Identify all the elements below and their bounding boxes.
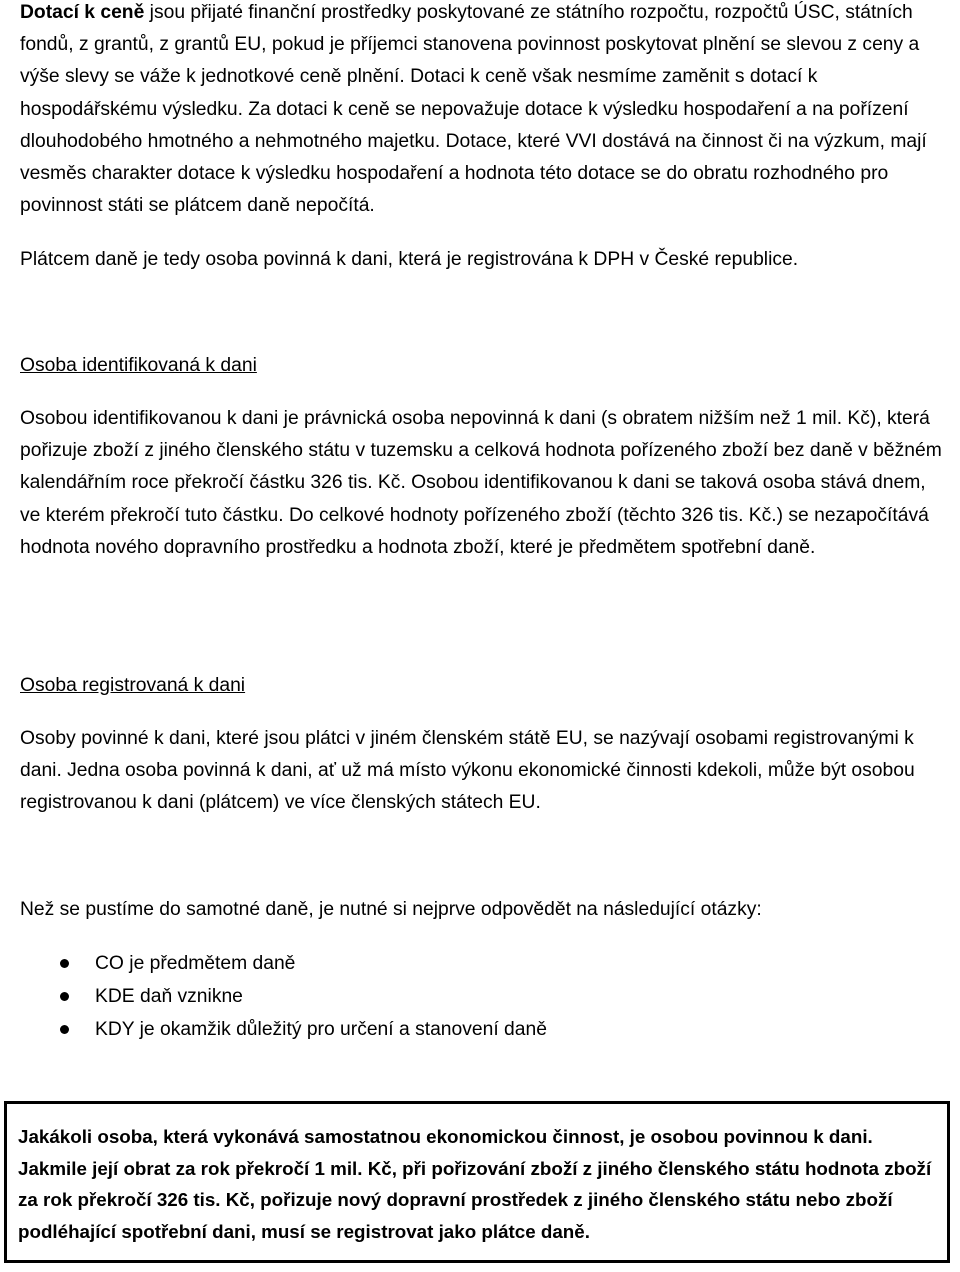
list-item-text: KDY je okamžik důležitý pro určení a stanovení daně (95, 1019, 547, 1040)
list-item (20, 980, 547, 1013)
identified-paragraph: Osobou identifikovanou k dani je právnická osoba nepovinná k dani (s obratem nižším než 1 mil. Kč), která pořizuje zboží z jiného členského státu v tuzemsku a celková hodnota pořízeného zboží bez daně v běžném kalendářním roce překročí částku 326 tis. Kč. Osobou identifikovanou k dani se taková osoba stává dnem, ve kterém překročí tuto částku. Do celkové hodnoty pořízeného zboží (těchto 326 tis. Kč.) se nezapočítává hodnota nového dopravního prostředku a hodnota zboží, které je předmětem spotřební daně. (20, 408, 942, 558)
section-heading-registered: Osoba registrovaná k dani (20, 675, 246, 696)
registered-paragraph: Osoby povinné k dani, které jsou plátci v jiném členském státě EU, se nazývají osobami registrovanými k dani. Jedna osoba povinná k dani, ať už má místo výkonu ekonomické činnosti kdekoli, může být osobou registrovanou k dani (plátcem) ve více členských státech EU. (20, 728, 915, 814)
intro-paragraph (20, 0, 950, 222)
questions-intro: Než se pustíme do samotné daně, je nutné si nejprve odpovědět na následující otázky: (20, 899, 762, 920)
intro-bold-term: Dotací k ceně (20, 2, 145, 23)
section-heading-identified: Osoba identifikovaná k dani (20, 355, 257, 376)
summary-box-text: Jakákoli osoba, která vykonává samostatnou ekonomickou činnost, je osobou povinnou k dani. Jakmile její obrat za rok překročí 1 mil. Kč, při pořizování zboží z jiného členského státu hodnota zboží za rok překročí 326 tis. Kč, pořizuje nový dopravní prostředek z jiného členského státu nebo zboží podléhající spotřební dani, musí se registrovat jako plátce daně. (18, 1126, 932, 1242)
list-item (20, 1013, 547, 1046)
list-item-text: CO je předmětem daně (95, 953, 296, 974)
bullet-icon (60, 992, 69, 1001)
list-item (20, 947, 547, 980)
intro-text: jsou přijaté finanční prostředky poskytované ze státního rozpočtu, rozpočtů ÚSC, státních fondů, z grantů, z grantů EU, pokud je příjemci stanovena povinnost poskytovat plnění se slevou z ceny a výše slevy se váže k jednotkové ceně plnění. Dotaci k ceně však nesmíme zaměnit s dotací k hospodářskému výsledku. Za dotaci k ceně se nepovažuje dotace k výsledku hospodaření a na pořízení dlouhodobého hmotného a nehmotného majetku. Dotace, které VVI dostává na činnost či na výzkum, mají vesměs charakter dotace k výsledku hospodaření a hodnota této dotace se do obratu rozhodného pro povinnost státi se plátcem daně nepočítá. (20, 2, 927, 217)
bullet-icon (60, 1025, 69, 1034)
platce-paragraph: Plátcem daně je tedy osoba povinná k dani, která je registrována k DPH v České republice. (20, 249, 799, 270)
bullet-icon (60, 959, 69, 968)
questions-list (20, 947, 547, 1046)
list-item-text: KDE daň vznikne (95, 986, 243, 1007)
